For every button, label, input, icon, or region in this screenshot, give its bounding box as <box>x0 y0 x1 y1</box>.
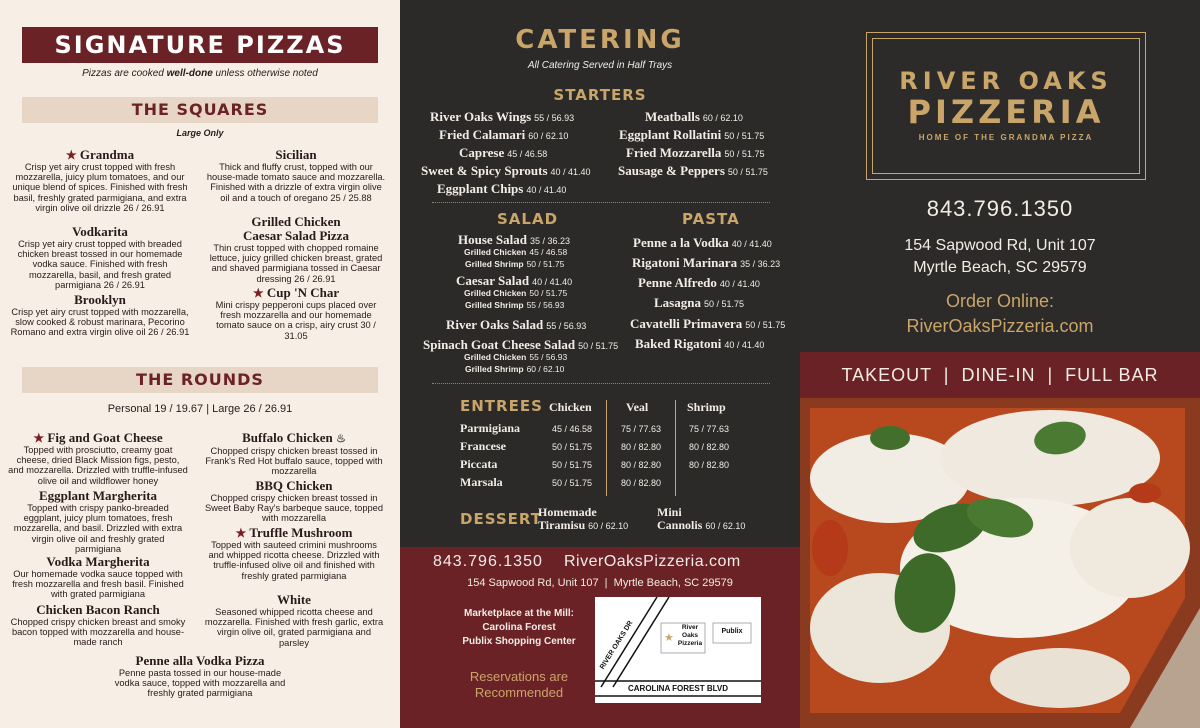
pasta-item: Baked Rigatoni 40 / 41.40 <box>635 336 765 351</box>
map-road-river-oaks: RIVER OAKS DR <box>599 619 635 671</box>
catering-panel <box>400 0 800 728</box>
menu-item-truffle-mushroom: ★ Truffle Mushroom Topped with sauteed crimini mushrooms and whipped ricotta cheese. Drizzled with truffle-infused olive oil and finished with freshly grated parmigiana <box>208 525 380 581</box>
brand-phone[interactable]: 843.796.1350 <box>926 196 1074 221</box>
menu-item-eggplant-margherita: Eggplant Margherita Topped with crispy panko-breaded eggplant, juicy plum tomatoes, fresh mozzarella, and basil. Drizzled with extra virgin olive oil and freshly grated parmigiana <box>13 488 183 554</box>
menu-item-brooklyn: Brooklyn Crisp yet airy crust topped with mozzarella, slow cooked & robust marinara, Pecorino Romano and extra virgin olive oil 26 / 26.91 <box>10 292 190 338</box>
salad-item: River Oaks Salad 55 / 56.93 <box>446 317 587 332</box>
pizza-illustration <box>800 398 1200 728</box>
reservations-note: Reservations are Recommended <box>469 669 569 700</box>
order-online-label: Order Online: <box>945 291 1055 311</box>
dessert-title: DESSERT <box>460 510 542 528</box>
starters-title: STARTERS <box>553 86 647 104</box>
large-only-note: Large Only <box>176 128 224 138</box>
divider <box>432 383 770 384</box>
menu-item-grilled-chicken-caesar: Grilled Chicken Caesar Salad Pizza Thin crust topped with chopped romaine lettuce, juicy grilled chicken breast, grated and shaved parmigiana tossed in Caesar dressing 26 / 26.91 <box>209 214 383 284</box>
starter-item: River Oaks Wings 55 / 56.93 <box>430 109 575 124</box>
salad-addon: Grilled Shrimp 50 / 51.75 <box>465 259 565 269</box>
salad-addon: Grilled Chicken 50 / 51.75 <box>464 288 568 298</box>
entree-price: 80 / 82.80 <box>688 460 730 470</box>
pasta-item: Cavatelli Primavera 50 / 51.75 <box>630 316 786 331</box>
entree-price: 45 / 46.58 <box>551 424 593 434</box>
entree-name: Parmigiana <box>460 421 520 435</box>
star-icon: ★ <box>664 632 674 644</box>
divider <box>606 400 607 496</box>
divider <box>432 202 770 203</box>
entree-name: Piccata <box>460 457 498 471</box>
brand-address-1: 154 Sapwood Rd, Unit 107 <box>904 237 1096 254</box>
logo-tagline: HOME OF THE GRANDMA PIZZA <box>918 133 1094 142</box>
entrees-title: ENTREES <box>460 397 543 415</box>
starter-item: Fried Mozzarella 50 / 51.75 <box>626 145 765 160</box>
well-done-note: Pizzas are cooked well-done unless otherwise noted <box>82 68 318 79</box>
salad-addon: Grilled Shrimp 60 / 62.10 <box>465 364 565 374</box>
entree-name: Francese <box>460 439 506 453</box>
pasta-item: Penne a la Vodka 40 / 41.40 <box>633 235 772 250</box>
contact-footer <box>400 547 800 728</box>
logo-line-2: PIZZERIA <box>907 93 1105 131</box>
entree-price: 80 / 82.80 <box>688 442 730 452</box>
salad-addon: Grilled Chicken 55 / 56.93 <box>464 352 568 362</box>
starter-item: Fried Calamari 60 / 62.10 <box>439 127 569 142</box>
menu-item-cup-n-char: ★ Cup 'N Char Mini crispy pepperoni cups placed over fresh mozzarella and our homemade tomato sauce on a crisp, airy crust 30 / 31.05 <box>215 285 377 341</box>
services-band: TAKEOUT | DINE-IN | FULL BAR <box>800 352 1200 398</box>
pizza-photo <box>800 398 1200 728</box>
menu-item-chicken-bacon-ranch: Chicken Bacon Ranch Chopped crispy chicken breast and smoky bacon topped with mozzarella and house-made ranch <box>10 602 186 648</box>
logo-line-1: RIVER OAKS <box>899 67 1113 95</box>
pasta-item: Penne Alfredo 40 / 41.40 <box>638 275 760 290</box>
entree-price: 80 / 82.80 <box>620 478 662 488</box>
starter-item: Caprese 45 / 46.58 <box>459 145 548 160</box>
pepper-icon: ♨ <box>336 433 346 445</box>
map-publix-label: Publix <box>721 628 743 635</box>
brand-logo <box>866 32 1146 180</box>
menu-item-buffalo-chicken: Buffalo Chicken ♨ Chopped crispy chicken breast tossed in Frank's Red Hot buffalo sauce, topped with mozzarella <box>205 430 383 477</box>
menu-item-vodkarita: Vodkarita Crisp yet airy crust topped with breaded chicken breast tossed in our homemade vodka sauce. Finished with fresh mozzarella, basil, and fresh grated parmigiana 26 / 26.91 <box>17 224 183 290</box>
signature-pizzas-title: SIGNATURE PIZZAS <box>22 27 378 63</box>
dessert-cannolis: Mini Cannolis 60 / 62.10 <box>657 505 746 532</box>
starter-item: Sausage & Peppers 50 / 51.75 <box>618 163 768 178</box>
salad-item: Spinach Goat Cheese Salad 50 / 51.75 <box>423 337 619 352</box>
menu-item-fig-goat-cheese: ★ Fig and Goat Cheese Topped with prosciutto, creamy goat cheese, dried Black Mission figs, pesto, and mozzarella. Drizzled with truffle-infused olive oil and wildflower honey <box>8 430 188 486</box>
footer-website[interactable]: RiverOaksPizzeria.com <box>564 553 741 570</box>
brand-panel <box>800 0 1200 728</box>
entree-price: 75 / 77.63 <box>620 424 662 434</box>
footer-address: 154 Sapwood Rd, Unit 107 | Myrtle Beach, SC 29579 <box>467 577 733 589</box>
pasta-item: Lasagna 50 / 51.75 <box>654 295 745 310</box>
map-road-carolina-forest: CAROLINA FOREST BLVD <box>628 684 728 693</box>
catering-title: CATERING <box>515 25 685 55</box>
catering-note: All Catering Served in Half Trays <box>527 60 673 71</box>
salad-addon: Grilled Shrimp 55 / 56.93 <box>465 300 565 310</box>
salad-item: House Salad 35 / 36.23 <box>458 232 571 247</box>
entree-price: 50 / 51.75 <box>551 442 593 452</box>
dessert-tiramisu: Homemade Tiramisu 60 / 62.10 <box>538 505 629 532</box>
menu-item-sicilian: Sicilian Thick and fluffy crust, topped with our house-made tomato sauce and mozzarella. Finished with a drizzle of extra virgin olive oil and a touch of oregano 25 / 25.88 <box>206 147 386 203</box>
entree-col-chicken: Chicken <box>549 400 592 414</box>
squares-title: THE SQUARES <box>22 97 378 123</box>
entree-price: 75 / 77.63 <box>688 424 730 434</box>
footer-phone[interactable]: 843.796.1350 <box>433 553 543 570</box>
signature-pizzas-panel <box>0 0 400 728</box>
starter-item: Sweet & Spicy Sprouts 40 / 41.40 <box>421 163 591 178</box>
entree-price: 80 / 82.80 <box>620 442 662 452</box>
brand-address-2: Myrtle Beach, SC 29579 <box>913 259 1087 276</box>
star-icon: ★ <box>252 286 264 300</box>
rounds-prices: Personal 19 / 19.67 | Large 26 / 26.91 <box>107 403 293 415</box>
salad-title: SALAD <box>497 210 559 228</box>
starter-item: Eggplant Chips 40 / 41.40 <box>437 181 567 196</box>
entree-name: Marsala <box>460 475 503 489</box>
pasta-title: PASTA <box>682 210 740 228</box>
entree-price: 80 / 82.80 <box>620 460 662 470</box>
entree-price: 50 / 51.75 <box>551 478 593 488</box>
location-map <box>595 597 761 703</box>
rounds-title: THE ROUNDS <box>22 367 378 393</box>
entree-price: 50 / 51.75 <box>551 460 593 470</box>
salad-item: Caesar Salad 40 / 41.40 <box>456 273 573 288</box>
menu-item-vodka-margherita: Vodka Margherita Our homemade vodka sauce topped with fresh mozzarella and fresh basil. Finished with grated parmigiana <box>12 554 184 600</box>
menu-item-penne-vodka-pizza: Penne alla Vodka Pizza Penne pasta tossed in our house-made vodka sauce, topped with mozzarella and freshly grated parmigiana <box>114 653 286 699</box>
pasta-item: Rigatoni Marinara 35 / 36.23 <box>632 255 781 270</box>
starter-item: Meatballs 60 / 62.10 <box>645 109 743 124</box>
menu-item-bbq-chicken: BBQ Chicken Chopped crispy chicken breast tossed in Sweet Baby Ray's barbeque sauce, topped with mozzarella <box>204 478 384 524</box>
menu-item-grandma: ★ Grandma Crisp yet airy crust topped with fresh mozzarella, juicy plum tomatoes, and our unique blend of spices. Finished with fresh basil, freshly grated parmigiana, and extra virgin olive oil drizzle 26 / 26.91 <box>12 147 188 213</box>
star-icon: ★ <box>235 526 247 540</box>
marketplace-info: Marketplace at the Mill: Carolina Forest Publix Shopping Center <box>462 608 576 647</box>
starter-item: Eggplant Rollatini 50 / 51.75 <box>619 127 765 142</box>
divider <box>675 400 676 496</box>
entree-col-shrimp: Shrimp <box>687 400 726 414</box>
salad-addon: Grilled Chicken 45 / 46.58 <box>464 247 568 257</box>
entree-col-veal: Veal <box>626 400 649 414</box>
star-icon: ★ <box>65 148 77 162</box>
menu-item-white: White Seasoned whipped ricotta cheese and mozzarella. Finished with fresh garlic, extra virgin olive oil, grated parmigiana and parsley <box>204 592 384 648</box>
order-online-link[interactable]: RiverOaksPizzeria.com <box>906 316 1094 336</box>
star-icon: ★ <box>33 431 45 445</box>
map-store-label: River Oaks Pizzeria <box>677 624 703 647</box>
